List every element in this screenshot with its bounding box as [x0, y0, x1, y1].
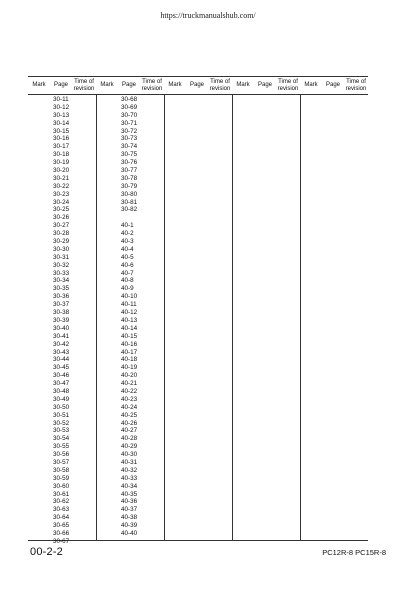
page-entry: 40-4	[121, 245, 134, 253]
page-entry: 40-2	[121, 230, 134, 238]
page-entry: 30-82	[121, 206, 138, 214]
page-entry: 40-3	[121, 238, 134, 246]
page-entry: 30-35	[53, 285, 70, 293]
page-entry: 30-18	[53, 151, 70, 159]
header-mark: Mark	[168, 82, 182, 89]
page-entry: 30-51	[53, 411, 70, 419]
page-entry: 30-25	[53, 206, 70, 214]
page-entry: 30-77	[121, 167, 138, 175]
page-entry: 40-10	[121, 293, 138, 301]
page-entry: 40-6	[121, 261, 134, 269]
header-time-of-revision	[344, 77, 368, 94]
page-entry: 30-71	[121, 119, 138, 127]
page-number: 00-2-2	[30, 546, 63, 558]
page-entry: 30-21	[53, 174, 70, 182]
page-entry: 30-56	[53, 451, 70, 459]
page-entry: 40-7	[121, 269, 134, 277]
page-entry: 30-62	[53, 498, 70, 506]
header-divider	[28, 94, 368, 95]
page-entry: 30-48	[53, 387, 70, 395]
page-entry: 30-47	[53, 380, 70, 388]
page-entry: 30-75	[121, 151, 138, 159]
page-entry: 30-68	[121, 96, 138, 103]
page-entry: 30-63	[53, 506, 70, 514]
header-time-line2: revision	[141, 85, 163, 92]
page-entry: 40-27	[121, 427, 138, 435]
header-mark: Mark	[236, 82, 250, 89]
page-entry: 40-26	[121, 419, 138, 427]
page-entry: 30-34	[53, 277, 70, 285]
header-time-line2: revision	[73, 85, 95, 92]
page-entry: 40-12	[121, 309, 138, 317]
page-entry: 40-17	[121, 348, 138, 356]
page-entry: 30-70	[121, 111, 138, 119]
page-entry: 30-81	[121, 198, 138, 206]
column-group-divider	[300, 94, 301, 540]
page-entry: 30-60	[53, 482, 70, 490]
page-entry: 30-15	[53, 127, 70, 135]
page-entry: 40-20	[121, 372, 138, 380]
page-entry: 30-78	[121, 174, 138, 182]
page-entry: 30-13	[53, 111, 70, 119]
page-entry: 30-14	[53, 119, 70, 127]
page-entry: 30-36	[53, 293, 70, 301]
page-entry: 30-28	[53, 230, 70, 238]
page-entry: 30-20	[53, 167, 70, 175]
page-entry: 40-37	[121, 506, 138, 514]
page-entry	[121, 214, 137, 222]
header-time-line1: Time of	[142, 79, 162, 85]
column-group-divider	[164, 94, 165, 540]
page-entry: 30-58	[53, 466, 70, 474]
page-entry: 30-45	[53, 364, 70, 372]
header-time-line1: Time of	[346, 79, 366, 85]
page-entry: 30-40	[53, 324, 70, 332]
page-entry: 30-52	[53, 419, 70, 427]
page-entry: 30-72	[121, 127, 138, 135]
page-entry: 40-22	[121, 387, 138, 395]
page-entry: 40-34	[121, 482, 138, 490]
page-entry: 30-61	[53, 490, 70, 498]
page-entry: 40-31	[121, 458, 138, 466]
page-entry: 30-54	[53, 435, 70, 443]
page-entry: 30-19	[53, 159, 70, 167]
page-entry: 40-25	[121, 411, 138, 419]
page-entry: 40-28	[121, 435, 138, 443]
page-entry: 30-50	[53, 403, 70, 411]
page-entry: 30-73	[121, 135, 138, 143]
page-entry: 40-40	[121, 529, 138, 537]
header-time-line1: Time of	[278, 79, 298, 85]
page-entry: 30-76	[121, 159, 138, 167]
header-time-of-revision	[72, 77, 96, 94]
page-entry: 30-39	[53, 316, 70, 324]
page-entry: 30-23	[53, 190, 70, 198]
page-entry: 40-32	[121, 466, 138, 474]
header-mark: Mark	[100, 82, 114, 89]
page-entry: 30-37	[53, 301, 70, 309]
page-entry: 30-41	[53, 332, 70, 340]
page-entry: 40-23	[121, 395, 138, 403]
header-time-of-revision	[276, 77, 300, 94]
column-group-divider	[232, 94, 233, 540]
page-list-column-2	[121, 96, 137, 538]
model-name: PC12R-8 PC15R-8	[322, 548, 386, 557]
page-entry: 30-24	[53, 198, 70, 206]
header-time-line1: Time of	[210, 79, 230, 85]
page-entry: 40-9	[121, 285, 134, 293]
source-url: https://truckmanualshub.com/	[160, 11, 256, 20]
page-entry: 30-64	[53, 514, 70, 522]
page-entry: 40-16	[121, 340, 138, 348]
page-entry: 30-46	[53, 372, 70, 380]
page-entry: 40-11	[121, 301, 137, 309]
page-entry: 30-26	[53, 214, 70, 222]
header-time-line2: revision	[345, 85, 367, 92]
page-entry: 30-38	[53, 309, 70, 317]
page-entry: 40-1	[121, 222, 134, 230]
header-mark: Mark	[32, 82, 46, 89]
header-time-line2: revision	[209, 85, 231, 92]
page-entry: 30-74	[121, 143, 138, 151]
page-entry: 30-43	[53, 348, 70, 356]
page-entry: 30-16	[53, 135, 70, 143]
page-entry: 30-11	[53, 96, 69, 103]
page-entry: 30-44	[53, 356, 70, 364]
page-entry: 40-29	[121, 443, 138, 451]
header-time-of-revision	[208, 77, 232, 94]
page-entry: 30-12	[53, 103, 70, 111]
page-entry: 30-49	[53, 395, 70, 403]
page-entry: 30-22	[53, 182, 70, 190]
page-list-column-1	[53, 96, 69, 546]
header-page: Page	[189, 82, 204, 89]
revision-table	[28, 76, 368, 545]
header-page: Page	[53, 82, 68, 89]
page-entry: 40-21	[121, 380, 138, 388]
page-entry: 30-30	[53, 245, 70, 253]
page-entry: 30-55	[53, 443, 70, 451]
page-entry: 40-15	[121, 332, 138, 340]
page-entry: 40-5	[121, 253, 134, 261]
header-time-line1: Time of	[74, 79, 94, 85]
page-entry: 30-65	[53, 522, 70, 530]
page-entry: 30-42	[53, 340, 70, 348]
page-entry: 30-53	[53, 427, 70, 435]
page-entry: 40-38	[121, 514, 138, 522]
page-entry: 40-36	[121, 498, 138, 506]
page-entry: 30-67	[53, 537, 70, 545]
page-entry: 30-27	[53, 222, 70, 230]
page-entry: 30-66	[53, 529, 70, 537]
page-entry: 40-14	[121, 324, 138, 332]
page-entry: 30-80	[121, 190, 138, 198]
page-entry: 40-18	[121, 356, 138, 364]
page-entry: 30-33	[53, 269, 70, 277]
header-time-of-revision	[140, 77, 164, 94]
page-entry: 40-39	[121, 522, 138, 530]
header-page: Page	[325, 82, 340, 89]
header-page: Page	[257, 82, 272, 89]
page-entry: 30-17	[53, 143, 70, 151]
header-page: Page	[121, 82, 136, 89]
page-entry: 30-69	[121, 103, 138, 111]
header-time-line2: revision	[277, 85, 299, 92]
page-entry: 30-32	[53, 261, 70, 269]
page-entry: 40-13	[121, 316, 138, 324]
page-entry: 40-33	[121, 474, 138, 482]
page-entry: 30-79	[121, 182, 138, 190]
header-mark: Mark	[304, 82, 318, 89]
page-entry: 40-30	[121, 451, 138, 459]
page-entry: 40-19	[121, 364, 138, 372]
page-entry: 40-24	[121, 403, 138, 411]
page-entry: 40-8	[121, 277, 134, 285]
page-entry: 40-35	[121, 490, 138, 498]
page-entry: 30-59	[53, 474, 70, 482]
column-group-divider	[96, 94, 97, 540]
page-entry: 30-31	[53, 253, 70, 261]
page-entry: 30-29	[53, 238, 70, 246]
page-entry: 30-57	[53, 458, 70, 466]
